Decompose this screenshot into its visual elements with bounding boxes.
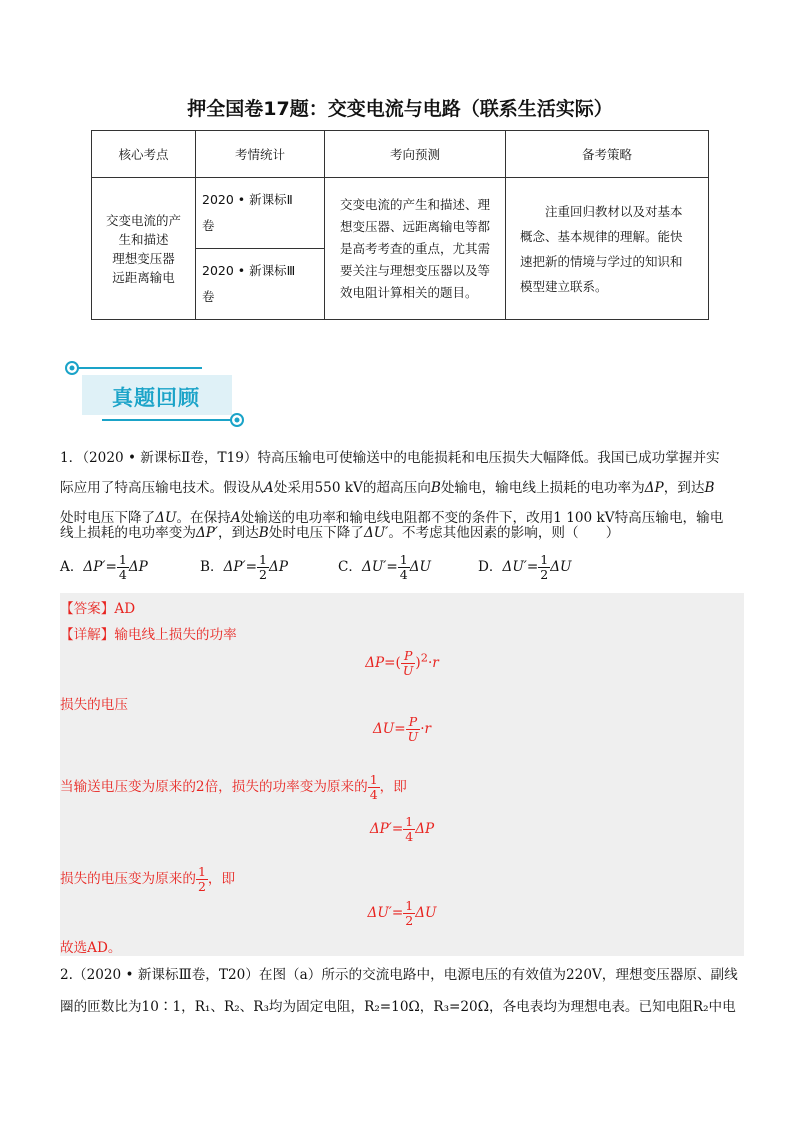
key-point-1: 交变电流的产生和描述 xyxy=(105,212,181,247)
conclusion: 故选AD。 xyxy=(60,940,122,956)
formula-power-loss: ΔP=( $\frac{P}{U}$ )$^2$·r xyxy=(365,648,439,678)
strategy-text: 注重回归教材以及对基本概念、基本规律的理解。能快速把新的情境与学过的知识和模型建立联系。 xyxy=(520,203,683,294)
header-strategy: 备考策略 xyxy=(506,131,709,178)
voltage-ratio-line: 损失的电压变为原来的 $\frac{1}{2}$ ，即 xyxy=(60,864,236,894)
q1-line-4: 线上损耗的电功率变为ΔP′，到达B处时电压下降了ΔU′。不考虑其他因素的影响，则（ ） xyxy=(60,525,620,541)
option-a[interactable]: A．ΔP′= $\frac{1}{4}$ ΔP xyxy=(60,552,148,582)
stat-2: 2020 • 新课标Ⅲ卷 xyxy=(202,263,296,304)
q2-line-2: 圈的匝数比为10∶1，R₁、R₂、R₃均为固定电阻，R₂=10Ω，R₃=20Ω，各电表均为理想电表。已知电阻R₂中电 xyxy=(60,999,736,1015)
banner-label: 真题回顾 xyxy=(112,386,200,410)
formula-new-power-loss: ΔP′= $\frac{1}{4}$ ΔP xyxy=(369,814,435,844)
formula-voltage-loss: ΔU= $\frac{P}{U}$ ·r xyxy=(372,714,432,744)
option-b[interactable]: B．ΔP′= $\frac{1}{2}$ ΔP xyxy=(200,552,288,582)
q1-line-1: 1．（2020 • 新课标Ⅱ卷，T19）特高压输电可使输送中的电能损耗和电压损失大幅降低。我国已成功掌握并实 xyxy=(60,450,720,466)
page-title: 押全国卷17题：交变电流与电路（联系生活实际） xyxy=(187,98,613,120)
section-banner xyxy=(62,355,252,435)
q1-line-2: 际应用了特高压输电技术。假设从A处采用550 kV的超高压向B处输电，输电线上损耗的电功率为ΔP，到达B xyxy=(60,480,715,496)
answer-box xyxy=(60,593,744,956)
q1-options xyxy=(60,553,746,583)
stat-cell-1 xyxy=(196,178,325,249)
header-statistics: 考情统计 xyxy=(196,131,325,178)
answer-line: 【答案】AD xyxy=(60,601,136,617)
formula-new-voltage-loss: ΔU′= $\frac{1}{2}$ ΔU xyxy=(367,898,437,928)
core-points-cell xyxy=(92,178,196,320)
detail-line: 【详解】输电线上损失的功率 xyxy=(60,627,237,643)
option-c[interactable]: C．ΔU′= $\frac{1}{4}$ ΔU xyxy=(338,552,431,582)
exam-analysis-table xyxy=(91,130,709,320)
stat-cell-2 xyxy=(196,249,325,320)
double-voltage-line: 当输送电压变为原来的2倍，损失的功率变为原来的 $\frac{1}{4}$ ，即 xyxy=(60,772,407,802)
q2-line-1: 2.（2020 • 新课标Ⅲ卷，T20）在图（a）所示的交流电路中，电源电压的有效值为220V，理想变压器原、副线 xyxy=(60,967,738,983)
voltage-loss-label: 损失的电压 xyxy=(60,697,128,713)
stat-1: 2020 • 新课标Ⅱ卷 xyxy=(202,192,293,233)
strategy-cell xyxy=(506,178,709,320)
q1-line-3: 处时电压下降了ΔU。在保持A处输送的电功率和输电线电阻都不变的条件下，改用1 100 kV特高压输电，输电 xyxy=(60,510,724,526)
prediction-text: 交变电流的产生和描述、理想变压器、远距离输电等都是高考考查的重点，尤其需要关注与理想变压器以及等效电阻计算相关的题目。 xyxy=(340,196,491,300)
header-core-points: 核心考点 xyxy=(92,131,196,178)
key-point-2: 理想变压器 xyxy=(112,250,175,266)
key-point-3: 远距离输电 xyxy=(112,269,175,285)
header-prediction: 考向预测 xyxy=(325,131,506,178)
option-d[interactable]: D．ΔU′= $\frac{1}{2}$ ΔU xyxy=(478,552,572,582)
prediction-cell xyxy=(325,178,506,320)
